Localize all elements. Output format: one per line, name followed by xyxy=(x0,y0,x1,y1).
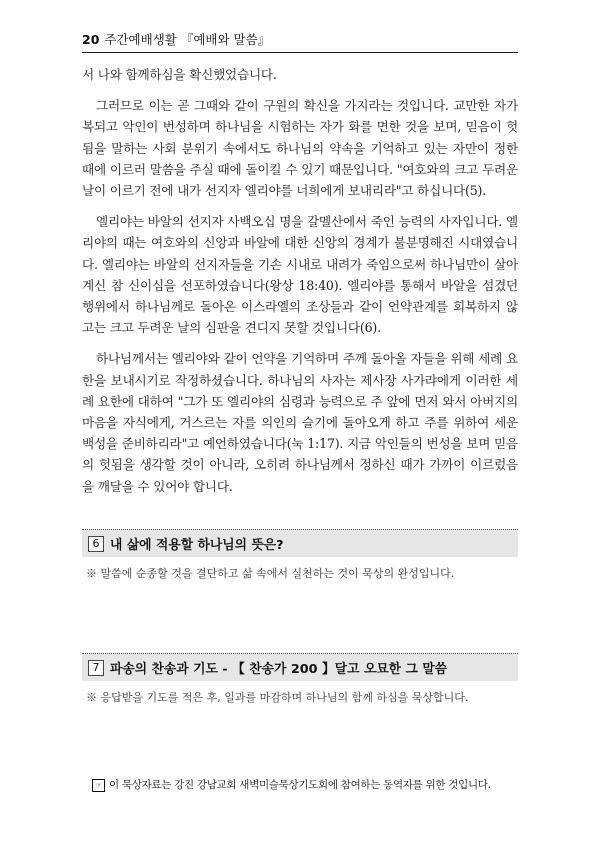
section-apply-note: ※ 말씀에 순종할 것을 결단하고 삶 속에서 실천하는 것이 묵상의 완성입니다. xyxy=(86,567,455,580)
section-apply-title: 내 삶에 적용할 하나님의 뜻은? xyxy=(110,538,284,553)
paragraph-assurance: 그러므로 이는 곧 그때와 같이 구원의 확신을 가지라는 것입니다. 교만한 자가 복되고 악인이 번성하며 하나님을 시험하는 자가 화를 면한 것을 보며, 믿음이 헛됨을 말하는 사회 분위기 속에서도 하나님의 약속을 기억하고 있는 자만이 정한 때에 이르러 말씀을 주실 때에 돌이킬 수 있기 때문입니다. "여호와의 크고 두려운 날이 이르기 전에 내가 선지자 엘리야를 너희에게 보내리라"고 하십니다(5). xyxy=(82,98,518,199)
header-divider xyxy=(82,52,518,53)
section-apply-heading xyxy=(82,529,518,557)
footer-note xyxy=(92,777,491,792)
paragraph-elijah: 엘리야는 바알의 선지자 사백오십 명을 갈멜산에서 죽인 능력의 사자입니다. 엘리야의 때는 여호와의 신앙과 바알에 대한 신앙의 경계가 불분명해진 시대였습니다. 엘리야는 바알의 선지자들을 기손 시내로 내려가 죽임으로써 하나님만이 살아계신 참 신이심을 선포하였습니다(왕상 18:40). 엘리야를 통해서 바알을 섬겼던 행위에서 하나님께로 돌아온 이스라엘의 조상들과 같이 언약관계를 회복하지 않고는 크고 두려운 날의 심판을 견디지 못할 것입니다(6). xyxy=(82,214,518,336)
publication-title: 주간예배생활 『예배와 말씀』 xyxy=(104,32,271,47)
section-apply xyxy=(82,529,518,581)
section-sending-note: ※ 응답받을 기도를 적은 후, 일과를 마감하며 하나님의 함께 하심을 묵상합니다. xyxy=(86,691,469,704)
section-number-box: 6 xyxy=(88,536,104,552)
section-sending-title: 파송의 찬송과 기도 - 【 찬송가 200 】달고 오묘한 그 말씀 xyxy=(110,662,448,677)
page-header xyxy=(82,30,270,48)
section-number-box: 7 xyxy=(88,660,104,676)
pointing-hand-icon: ☞ xyxy=(92,779,105,792)
page-number: 20 xyxy=(82,32,100,47)
paragraph-continuation: 서 나와 함께하심을 확신했었습니다. xyxy=(82,67,277,82)
section-sending-heading xyxy=(82,653,518,681)
footer-text: 이 묵상자료는 강진 강남교회 새벽미슬묵상기도회에 참여하는 동역자를 위한 것입니다. xyxy=(109,779,491,791)
main-text xyxy=(82,64,518,497)
paragraph-john-baptist: 하나님께서는 엘리야와 같이 언약을 기억하며 주께 돌아올 자들을 위해 세례 요한을 보내시기로 작정하셨습니다. 하나님의 사자는 제사장 사가랴에게 이러한 세례 요한에 대하여 "그가 또 엘리야의 심령과 능력으로 주 앞에 먼저 와서 아버지의 마음을 자식에게, 거스르는 자를 의인의 슬기에 돌아오게 하고 주를 위하여 세운 백성을 준비하리라"고 예언하였습니다(눅 1:17). 지금 악인들의 번성을 보며 믿음의 헛됨을 생각할 것이 아니라, 오히려 하나님께서 정하신 때가 가까이 이르렀음을 깨달을 수 있어야 합니다. xyxy=(82,351,518,494)
section-sending xyxy=(82,653,518,705)
